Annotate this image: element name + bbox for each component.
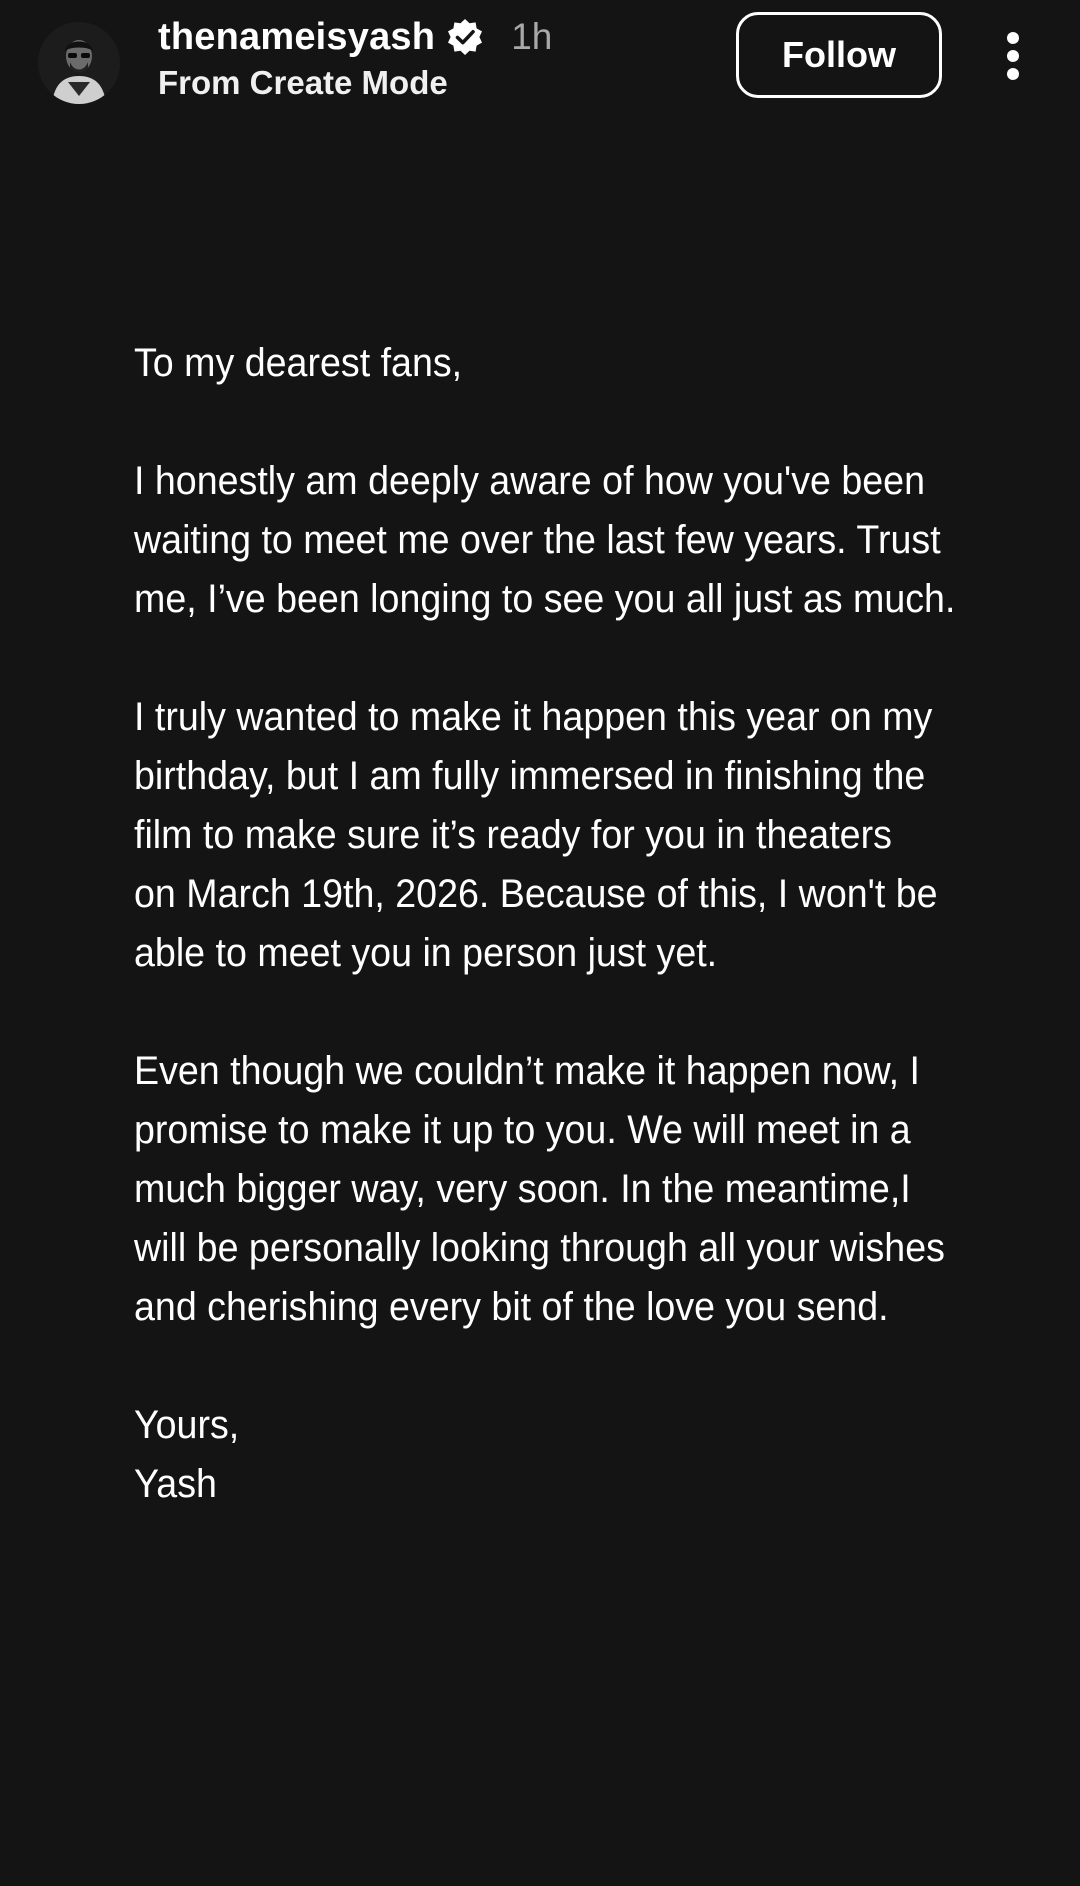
more-dot — [1007, 68, 1019, 80]
more-dot — [1007, 32, 1019, 44]
paragraph-line: and cherishing every bit of the love you send. — [134, 1285, 889, 1329]
username-row — [158, 12, 552, 62]
greeting-line: To my dearest fans, — [134, 341, 463, 385]
more-vertical-icon[interactable] — [996, 28, 1030, 84]
username[interactable]: thenameisyash — [158, 15, 436, 58]
post-time: 1h — [511, 16, 553, 57]
paragraph-line: film to make sure it’s ready for you in theaters — [134, 813, 892, 857]
paragraph-line: I truly wanted to make it happen this year on my — [134, 695, 933, 739]
paragraph-line: Even though we couldn’t make it happen now, I — [134, 1049, 920, 1093]
avatar-image — [38, 22, 120, 104]
story-header — [0, 0, 1080, 120]
profile-avatar[interactable] — [38, 22, 120, 104]
letter-greeting — [134, 334, 980, 393]
paragraph-line: birthday, but I am fully immersed in finishing the — [134, 754, 926, 798]
signature-line: Yash — [134, 1462, 217, 1506]
letter-paragraph-3 — [134, 1042, 980, 1337]
signoff-line: Yours, — [134, 1403, 240, 1447]
verified-badge-icon — [445, 17, 485, 57]
paragraph-line: able to meet you in person just yet. — [134, 931, 718, 975]
paragraph-line: me, I’ve been longing to see you all just as much. — [134, 577, 956, 621]
paragraph-line: much bigger way, very soon. In the meantime,I — [134, 1167, 911, 1211]
paragraph-line: will be personally looking through all your wishes — [134, 1226, 945, 1270]
follow-button[interactable]: Follow — [736, 12, 942, 98]
paragraph-line: on March 19th, 2026. Because of this, I won't be — [134, 872, 938, 916]
letter-paragraph-1 — [134, 452, 980, 629]
paragraph-line: promise to make it up to you. We will meet in a — [134, 1108, 911, 1152]
paragraph-line: waiting to meet me over the last few years. Trust — [134, 518, 941, 562]
letter-signoff — [134, 1396, 980, 1514]
create-mode-label[interactable]: From Create Mode — [158, 64, 448, 101]
story-letter — [134, 334, 980, 1514]
more-dot — [1007, 50, 1019, 62]
paragraph-line: I honestly am deeply aware of how you've been — [134, 459, 925, 503]
letter-paragraph-2 — [134, 688, 980, 983]
